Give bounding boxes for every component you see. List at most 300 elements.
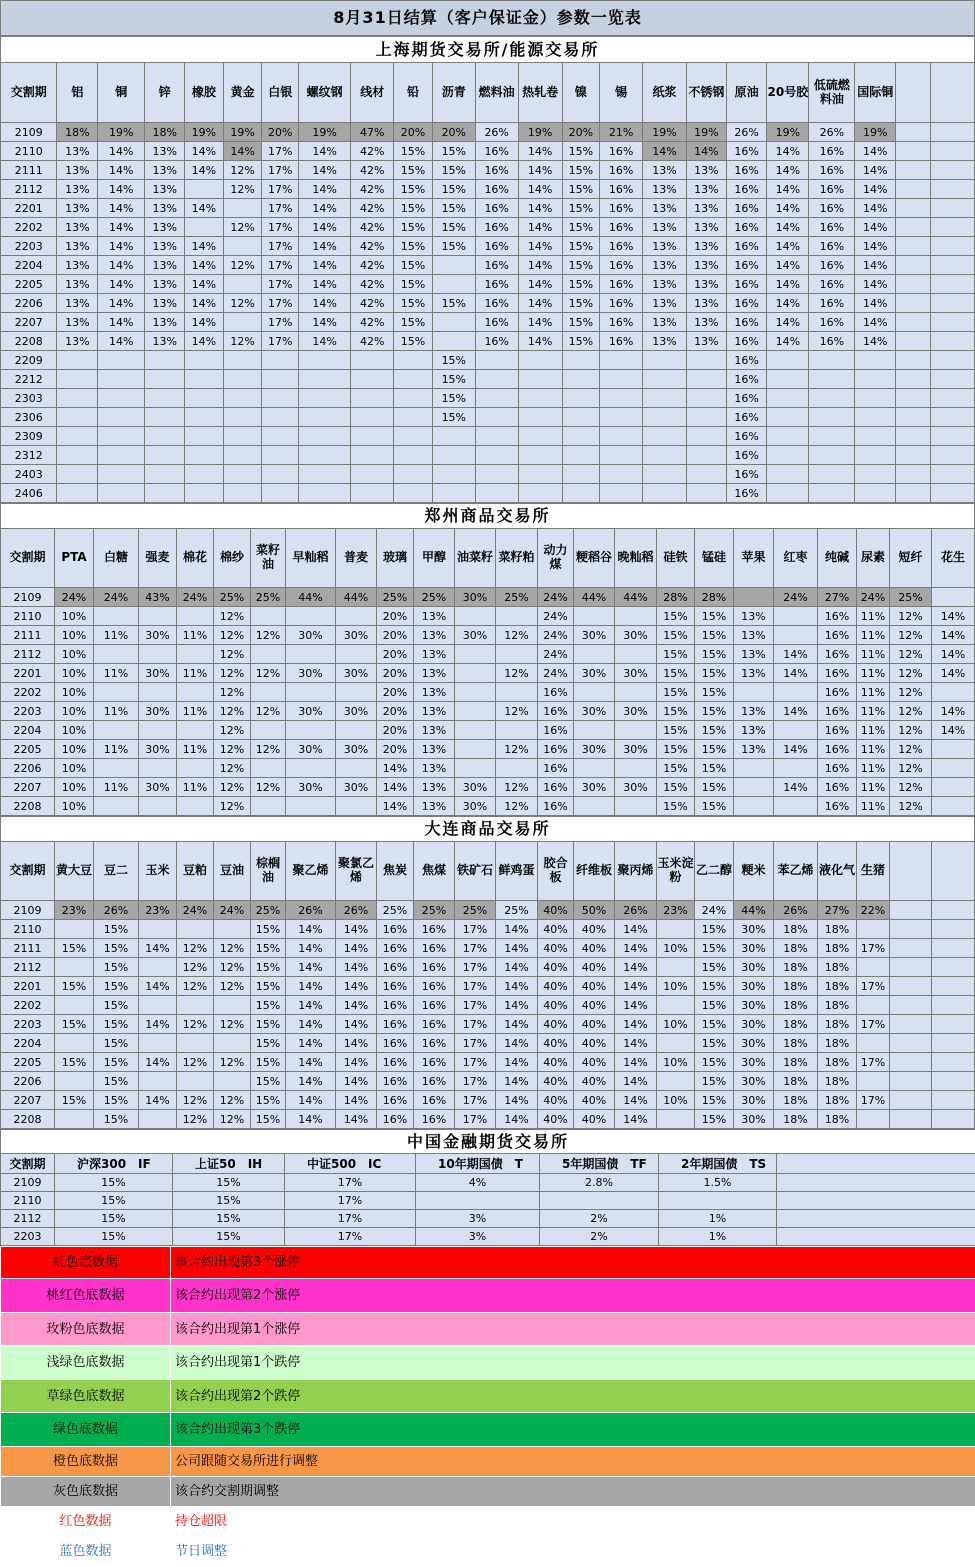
- margin-rate-cell: 16%: [414, 939, 455, 958]
- margin-rate-cell: 12%: [214, 977, 251, 996]
- delivery-period-cell: 2109: [1, 901, 55, 920]
- cffex-col-header: [777, 1154, 975, 1174]
- margin-rate-cell: [896, 256, 931, 275]
- margin-rate-cell: 14%: [615, 1053, 657, 1072]
- margin-rate-cell: 11%: [857, 626, 890, 645]
- margin-rate-cell: [286, 721, 336, 740]
- margin-rate-cell: 13%: [686, 218, 726, 237]
- margin-rate-cell: 15%: [695, 958, 734, 977]
- margin-rate-cell: 15%: [394, 275, 433, 294]
- shfe-col-header: 纸浆: [643, 63, 687, 123]
- dce-col-header: 棕榈油: [251, 842, 286, 901]
- margin-rate-cell: 14%: [518, 161, 562, 180]
- margin-rate-cell: [767, 351, 809, 370]
- margin-rate-cell: [94, 645, 139, 664]
- margin-rate-cell: [615, 797, 657, 816]
- table-row: [1, 977, 975, 996]
- table-row: [1, 1091, 975, 1110]
- margin-rate-cell: 14%: [767, 142, 809, 161]
- margin-rate-cell: 16%: [818, 740, 857, 759]
- margin-rate-cell: [518, 351, 562, 370]
- table-row: [1, 180, 975, 199]
- margin-rate-cell: 12%: [496, 626, 538, 645]
- margin-rate-cell: [855, 389, 896, 408]
- delivery-period-cell: 2109: [1, 1174, 55, 1192]
- margin-rate-cell: 12%: [214, 759, 251, 778]
- margin-rate-cell: 44%: [574, 588, 615, 607]
- margin-rate-cell: [394, 427, 433, 446]
- delivery-period-cell: 2110: [1, 920, 55, 939]
- cffex-table: [0, 1129, 975, 1246]
- margin-rate-cell: 18%: [774, 1110, 818, 1129]
- margin-rate-cell: 11%: [857, 607, 890, 626]
- czce-col-header: 花生: [932, 529, 975, 588]
- margin-rate-cell: 30%: [336, 740, 377, 759]
- margin-rate-cell: 15%: [55, 977, 94, 996]
- margin-rate-cell: 12%: [177, 1110, 214, 1129]
- margin-rate-cell: 17%: [262, 256, 299, 275]
- margin-rate-cell: 30%: [139, 702, 177, 721]
- margin-rate-cell: 10%: [55, 740, 94, 759]
- margin-rate-cell: 14%: [336, 1072, 377, 1091]
- margin-rate-cell: [94, 759, 139, 778]
- delivery-period-cell: 2111: [1, 939, 55, 958]
- margin-rate-cell: [615, 645, 657, 664]
- delivery-period-cell: 2201: [1, 664, 55, 683]
- legend-label: 蓝色数据: [1, 1537, 171, 1567]
- margin-rate-cell: [857, 1110, 890, 1129]
- margin-rate-cell: 15%: [251, 1034, 286, 1053]
- margin-rate-cell: 15%: [251, 1015, 286, 1034]
- margin-rate-cell: 20%: [377, 702, 414, 721]
- delivery-period-cell: 2309: [1, 427, 57, 446]
- margin-rate-cell: 15%: [657, 607, 695, 626]
- delivery-period-cell: 2208: [1, 1110, 55, 1129]
- margin-rate-cell: 1.5%: [659, 1174, 777, 1192]
- margin-rate-cell: 11%: [857, 664, 890, 683]
- delivery-period-cell: 2202: [1, 683, 55, 702]
- margin-rate-cell: 13%: [145, 199, 185, 218]
- margin-rate-cell: 15%: [173, 1192, 285, 1210]
- margin-rate-cell: 15%: [562, 313, 600, 332]
- margin-rate-cell: 20%: [394, 123, 433, 142]
- delivery-period-cell: 2109: [1, 588, 55, 607]
- margin-rate-cell: 16%: [726, 446, 767, 465]
- margin-rate-cell: [890, 939, 932, 958]
- delivery-period-cell: 2209: [1, 351, 57, 370]
- margin-rate-cell: [496, 759, 538, 778]
- margin-rate-cell: 11%: [177, 702, 214, 721]
- margin-rate-cell: [562, 465, 600, 484]
- legend-description: 该合约出现第3个涨停: [171, 1247, 975, 1279]
- margin-rate-cell: 24%: [214, 901, 251, 920]
- margin-rate-cell: [57, 427, 98, 446]
- margin-rate-cell: 13%: [734, 740, 774, 759]
- margin-rate-cell: 12%: [177, 958, 214, 977]
- margin-rate-cell: 18%: [818, 1091, 857, 1110]
- margin-rate-cell: 17%: [455, 1015, 496, 1034]
- margin-rate-cell: [562, 446, 600, 465]
- margin-rate-cell: 40%: [538, 996, 574, 1015]
- margin-rate-cell: 1%: [659, 1210, 777, 1228]
- margin-rate-cell: 4%: [416, 1174, 540, 1192]
- delivery-period-cell: 2306: [1, 408, 57, 427]
- margin-rate-cell: [932, 958, 975, 977]
- margin-rate-cell: 16%: [475, 218, 518, 237]
- margin-rate-cell: 14%: [139, 1015, 177, 1034]
- margin-rate-cell: 14%: [767, 313, 809, 332]
- margin-rate-cell: 12%: [214, 721, 251, 740]
- margin-rate-cell: [734, 683, 774, 702]
- margin-rate-cell: 14%: [286, 1110, 336, 1129]
- margin-rate-cell: 14%: [615, 958, 657, 977]
- margin-rate-cell: 11%: [94, 702, 139, 721]
- margin-rate-cell: 40%: [574, 1091, 615, 1110]
- margin-rate-cell: 16%: [414, 958, 455, 977]
- margin-rate-cell: [145, 446, 185, 465]
- table-row: [1, 702, 975, 721]
- margin-rate-cell: 16%: [726, 427, 767, 446]
- margin-rate-cell: 27%: [818, 588, 857, 607]
- margin-rate-cell: [896, 465, 931, 484]
- margin-rate-cell: [932, 939, 975, 958]
- margin-rate-cell: [94, 683, 139, 702]
- shfe-header-row: [1, 63, 975, 123]
- margin-rate-cell: 16%: [809, 218, 855, 237]
- margin-rate-cell: [351, 465, 394, 484]
- table-row: [1, 142, 975, 161]
- margin-rate-cell: 13%: [145, 237, 185, 256]
- margin-rate-cell: 40%: [538, 1015, 574, 1034]
- margin-rate-cell: 16%: [600, 218, 643, 237]
- margin-rate-cell: 24%: [538, 664, 574, 683]
- margin-rate-cell: 16%: [377, 977, 414, 996]
- margin-rate-cell: 14%: [98, 237, 145, 256]
- margin-rate-cell: 16%: [600, 199, 643, 218]
- dce-col-header: 黄大豆: [55, 842, 94, 901]
- margin-rate-cell: 16%: [818, 797, 857, 816]
- margin-rate-cell: [185, 218, 224, 237]
- margin-rate-cell: [55, 996, 94, 1015]
- margin-rate-cell: 16%: [475, 294, 518, 313]
- margin-rate-cell: 15%: [657, 702, 695, 721]
- margin-rate-cell: 17%: [262, 332, 299, 351]
- margin-rate-cell: [262, 408, 299, 427]
- table-row: [1, 123, 975, 142]
- margin-rate-cell: [336, 721, 377, 740]
- margin-rate-cell: 14%: [615, 1091, 657, 1110]
- margin-rate-cell: 12%: [890, 626, 932, 645]
- margin-rate-cell: 16%: [538, 721, 574, 740]
- margin-rate-cell: 23%: [139, 901, 177, 920]
- margin-rate-cell: 14%: [518, 294, 562, 313]
- margin-rate-cell: 15%: [432, 142, 475, 161]
- margin-rate-cell: 14%: [855, 294, 896, 313]
- margin-rate-cell: 19%: [223, 123, 262, 142]
- margin-rate-cell: 10%: [657, 1015, 695, 1034]
- margin-rate-cell: 15%: [695, 702, 734, 721]
- margin-rate-cell: [262, 446, 299, 465]
- margin-rate-cell: [932, 1015, 975, 1034]
- margin-rate-cell: 17%: [455, 1091, 496, 1110]
- margin-rate-cell: 15%: [55, 1053, 94, 1072]
- margin-rate-cell: [251, 607, 286, 626]
- margin-rate-cell: 40%: [538, 977, 574, 996]
- margin-rate-cell: 30%: [286, 778, 336, 797]
- margin-rate-cell: 25%: [377, 901, 414, 920]
- margin-rate-cell: 26%: [286, 901, 336, 920]
- margin-rate-cell: 14%: [139, 939, 177, 958]
- margin-rate-cell: 16%: [809, 275, 855, 294]
- margin-rate-cell: 10%: [55, 626, 94, 645]
- dce-col-header: 玉米: [139, 842, 177, 901]
- margin-rate-cell: [185, 389, 224, 408]
- table-row: [1, 626, 975, 645]
- margin-rate-cell: 26%: [475, 123, 518, 142]
- margin-rate-cell: [286, 683, 336, 702]
- margin-rate-cell: 17%: [857, 977, 890, 996]
- table-row: [1, 1034, 975, 1053]
- legend-description: 该合约交割期调整: [171, 1477, 975, 1507]
- margin-rate-cell: 14%: [932, 664, 975, 683]
- margin-rate-cell: [432, 427, 475, 446]
- margin-rate-cell: 12%: [890, 759, 932, 778]
- margin-rate-cell: 25%: [496, 901, 538, 920]
- cffex-col-header: 沪深300 IF: [55, 1154, 173, 1174]
- shfe-table: [0, 36, 975, 503]
- margin-rate-cell: 30%: [336, 702, 377, 721]
- margin-rate-cell: 40%: [574, 1034, 615, 1053]
- margin-rate-cell: 13%: [145, 313, 185, 332]
- margin-rate-cell: 12%: [251, 778, 286, 797]
- margin-rate-cell: 20%: [377, 645, 414, 664]
- margin-rate-cell: [896, 237, 931, 256]
- margin-rate-cell: 15%: [657, 645, 695, 664]
- margin-rate-cell: 13%: [145, 294, 185, 313]
- delivery-period-cell: 2203: [1, 1015, 55, 1034]
- margin-rate-cell: 12%: [214, 683, 251, 702]
- delivery-period-cell: 2303: [1, 389, 57, 408]
- margin-rate-cell: 14%: [518, 237, 562, 256]
- margin-rate-cell: 16%: [414, 1015, 455, 1034]
- czce-col-header: 菜籽粕: [496, 529, 538, 588]
- margin-rate-cell: [930, 313, 974, 332]
- table-row: [1, 1228, 975, 1246]
- margin-rate-cell: 16%: [809, 313, 855, 332]
- dce-col-header: 鲜鸡蛋: [496, 842, 538, 901]
- margin-rate-cell: 19%: [643, 123, 687, 142]
- margin-rate-cell: 14%: [855, 180, 896, 199]
- margin-rate-cell: 12%: [890, 740, 932, 759]
- margin-rate-cell: 16%: [538, 683, 574, 702]
- margin-rate-cell: 17%: [455, 1053, 496, 1072]
- margin-rate-cell: 14%: [286, 920, 336, 939]
- margin-rate-cell: [177, 645, 214, 664]
- margin-rate-cell: [98, 408, 145, 427]
- margin-rate-cell: [185, 180, 224, 199]
- margin-rate-cell: 40%: [574, 977, 615, 996]
- margin-rate-cell: 24%: [177, 588, 214, 607]
- margin-rate-cell: 14%: [855, 142, 896, 161]
- margin-rate-cell: 50%: [574, 901, 615, 920]
- table-row: [1, 218, 975, 237]
- dce-col-header: 玉米淀粉: [657, 842, 695, 901]
- margin-rate-cell: 15%: [657, 778, 695, 797]
- margin-rate-cell: 15%: [394, 313, 433, 332]
- margin-rate-cell: [299, 465, 351, 484]
- margin-rate-cell: [475, 351, 518, 370]
- margin-rate-cell: 17%: [857, 1053, 890, 1072]
- margin-rate-cell: 15%: [251, 1091, 286, 1110]
- shfe-col-header: 20号胶: [767, 63, 809, 123]
- cffex-section-title: 中国金融期货交易所: [1, 1130, 975, 1154]
- table-row: [1, 1015, 975, 1034]
- margin-rate-cell: 13%: [643, 332, 687, 351]
- margin-rate-cell: [98, 446, 145, 465]
- margin-rate-cell: 15%: [251, 920, 286, 939]
- margin-rate-cell: 42%: [351, 237, 394, 256]
- table-row: [1, 797, 975, 816]
- margin-rate-cell: [809, 389, 855, 408]
- margin-rate-cell: 43%: [139, 588, 177, 607]
- margin-rate-cell: 20%: [377, 664, 414, 683]
- delivery-period-cell: 2206: [1, 759, 55, 778]
- czce-col-header: 锰硅: [695, 529, 734, 588]
- margin-rate-cell: 13%: [414, 759, 455, 778]
- margin-rate-cell: 24%: [857, 588, 890, 607]
- margin-rate-cell: 18%: [818, 1034, 857, 1053]
- margin-rate-cell: [643, 484, 687, 503]
- margin-rate-cell: [890, 1034, 932, 1053]
- margin-rate-cell: 13%: [57, 142, 98, 161]
- margin-rate-cell: [336, 607, 377, 626]
- margin-rate-cell: [286, 645, 336, 664]
- margin-rate-cell: 25%: [455, 901, 496, 920]
- margin-rate-cell: 15%: [394, 142, 433, 161]
- margin-rate-cell: [930, 370, 974, 389]
- margin-rate-cell: [657, 920, 695, 939]
- margin-rate-cell: 14%: [299, 199, 351, 218]
- margin-rate-cell: [98, 465, 145, 484]
- margin-rate-cell: 40%: [538, 1034, 574, 1053]
- margin-rate-cell: 14%: [286, 958, 336, 977]
- shfe-col-header: 线材: [351, 63, 394, 123]
- margin-rate-cell: 15%: [55, 1210, 173, 1228]
- table-row: [1, 484, 975, 503]
- margin-rate-cell: 14%: [286, 996, 336, 1015]
- margin-rate-cell: 13%: [643, 237, 687, 256]
- margin-rate-cell: 15%: [94, 920, 139, 939]
- margin-rate-cell: [55, 1072, 94, 1091]
- margin-rate-cell: 16%: [538, 778, 574, 797]
- margin-rate-cell: 16%: [475, 142, 518, 161]
- margin-rate-cell: [809, 427, 855, 446]
- margin-rate-cell: 14%: [855, 218, 896, 237]
- margin-rate-cell: 16%: [377, 1072, 414, 1091]
- margin-rate-cell: 10%: [55, 778, 94, 797]
- margin-rate-cell: 15%: [251, 1110, 286, 1129]
- margin-rate-cell: [809, 446, 855, 465]
- margin-rate-cell: 16%: [726, 313, 767, 332]
- margin-rate-cell: 13%: [145, 161, 185, 180]
- margin-rate-cell: 15%: [94, 939, 139, 958]
- czce-col-header: 粳稻谷: [574, 529, 615, 588]
- margin-rate-cell: [145, 484, 185, 503]
- margin-rate-cell: 10%: [657, 939, 695, 958]
- margin-rate-cell: 19%: [767, 123, 809, 142]
- margin-rate-cell: [896, 389, 931, 408]
- margin-rate-cell: [336, 645, 377, 664]
- margin-rate-cell: [94, 797, 139, 816]
- margin-rate-cell: 14%: [855, 256, 896, 275]
- margin-rate-cell: [857, 1072, 890, 1091]
- margin-rate-cell: [177, 683, 214, 702]
- margin-rate-cell: [351, 408, 394, 427]
- margin-rate-cell: [600, 484, 643, 503]
- margin-rate-cell: [455, 721, 496, 740]
- czce-col-header: 红枣: [774, 529, 818, 588]
- margin-rate-cell: 14%: [518, 218, 562, 237]
- margin-rate-cell: 40%: [538, 1053, 574, 1072]
- margin-rate-cell: 13%: [414, 607, 455, 626]
- legend-label: 桃红色底数据: [1, 1279, 171, 1313]
- margin-rate-cell: 13%: [686, 332, 726, 351]
- delivery-period-cell: 2111: [1, 161, 57, 180]
- margin-rate-cell: 14%: [98, 313, 145, 332]
- margin-rate-cell: [432, 313, 475, 332]
- margin-rate-cell: [932, 778, 975, 797]
- dce-col-header: 焦炭: [377, 842, 414, 901]
- margin-rate-cell: 14%: [932, 626, 975, 645]
- margin-rate-cell: 24%: [774, 588, 818, 607]
- table-row: [1, 939, 975, 958]
- margin-rate-cell: 14%: [286, 1072, 336, 1091]
- margin-rate-cell: 20%: [377, 721, 414, 740]
- table-row: [1, 465, 975, 484]
- margin-rate-cell: [643, 408, 687, 427]
- margin-rate-cell: 12%: [223, 180, 262, 199]
- margin-rate-cell: [600, 370, 643, 389]
- margin-rate-cell: 16%: [726, 465, 767, 484]
- margin-rate-cell: 15%: [562, 161, 600, 180]
- margin-rate-cell: 24%: [538, 607, 574, 626]
- dce-title-row: [1, 817, 975, 842]
- margin-rate-cell: [139, 683, 177, 702]
- margin-rate-cell: 16%: [377, 996, 414, 1015]
- margin-rate-cell: 16%: [600, 332, 643, 351]
- margin-rate-cell: 15%: [394, 161, 433, 180]
- margin-rate-cell: 25%: [890, 588, 932, 607]
- margin-rate-cell: 15%: [695, 977, 734, 996]
- margin-rate-cell: 14%: [185, 237, 224, 256]
- margin-rate-cell: 15%: [562, 275, 600, 294]
- margin-rate-cell: [574, 683, 615, 702]
- shfe-col-header: 锡: [600, 63, 643, 123]
- margin-rate-cell: [896, 180, 931, 199]
- margin-rate-cell: 3%: [416, 1228, 540, 1246]
- margin-rate-cell: 16%: [818, 759, 857, 778]
- margin-rate-cell: 14%: [299, 161, 351, 180]
- margin-rate-cell: [223, 408, 262, 427]
- margin-rate-cell: 15%: [695, 645, 734, 664]
- margin-rate-cell: 16%: [818, 664, 857, 683]
- margin-rate-cell: 14%: [299, 256, 351, 275]
- margin-rate-cell: [930, 294, 974, 313]
- margin-rate-cell: [351, 484, 394, 503]
- margin-rate-cell: 16%: [726, 161, 767, 180]
- margin-rate-cell: [455, 607, 496, 626]
- margin-rate-cell: 18%: [774, 1034, 818, 1053]
